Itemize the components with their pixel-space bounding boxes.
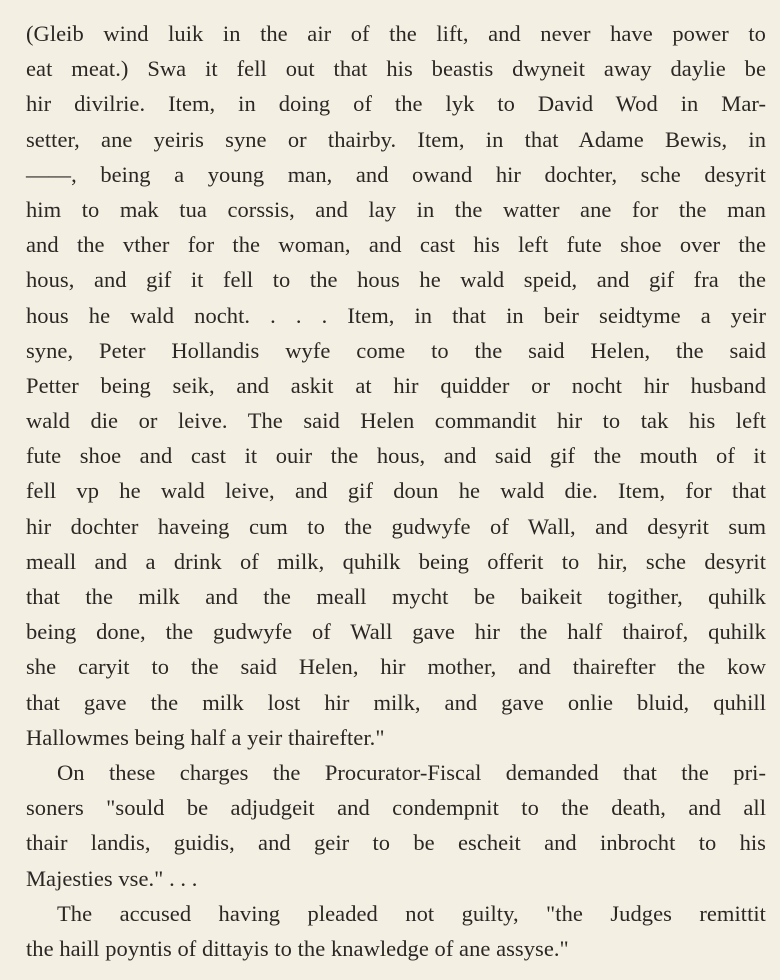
text-line: and the vther for the woman, and cast his left fute shoe over the xyxy=(26,232,766,258)
text-line: fute shoe and cast it ouir the hous, and said gif the mouth of it xyxy=(26,443,766,469)
text-line: she caryit to the said Helen, hir mother, and thairefter the kow xyxy=(26,654,766,680)
text-line: that the milk and the meall mycht be baikeit togither, quhilk xyxy=(26,584,766,609)
text-line: that gave the milk lost hir milk, and gave onlie bluid, quhill xyxy=(26,689,766,715)
text-line: syne, Peter Hollandis wyfe come to the said Helen, the said xyxy=(26,337,766,363)
text-line: hous he wald nocht. . . . Item, in that in beir seidtyme a yeir xyxy=(26,302,766,328)
text-line: him to mak tua corssis, and lay in the watter ane for the man xyxy=(26,196,766,222)
text-line: the haill poyntis of dittayis to the knawledge of ane assyse." xyxy=(26,935,569,961)
page-text xyxy=(26,16,766,966)
text-line: being done, the gudwyfe of Wall gave hir the half thairof, quhilk xyxy=(26,619,766,645)
paragraph-3 xyxy=(26,896,766,966)
text-line: Majesties vse." . . . xyxy=(26,865,198,891)
text-line: ——, being a young man, and owand hir dochter, sche desyrit xyxy=(26,161,766,187)
text-line: setter, ane yeiris syne or thairby. Item, in that Adame Bewis, in xyxy=(26,126,766,152)
text-line: hous, and gif it fell to the hous he wald speid, and gif fra the xyxy=(26,267,766,293)
paragraph-1 xyxy=(26,16,766,755)
text-line: Hallowmes being half a yeir thairefter." xyxy=(26,724,385,750)
text-line: thair landis, guidis, and geir to be escheit and inbrocht to his xyxy=(26,830,766,856)
text-line: wald die or leive. The said Helen commandit hir to tak his left xyxy=(26,408,766,434)
text-line: soners "sould be adjudgeit and condempnit to the death, and all xyxy=(26,795,766,821)
text-line: hir divilrie. Item, in doing of the lyk to David Wod in Mar- xyxy=(26,91,766,117)
paragraph-2 xyxy=(26,755,766,896)
text-line: fell vp he wald leive, and gif doun he wald die. Item, for that xyxy=(26,478,766,504)
text-line: (Gleib wind luik in the air of the lift, and never have power to xyxy=(26,21,766,46)
text-line: hir dochter haveing cum to the gudwyfe of Wall, and desyrit sum xyxy=(26,513,766,539)
text-line: The accused having pleaded not guilty, "the Judges remittit xyxy=(57,900,766,926)
text-line: eat meat.) Swa it fell out that his beastis dwyneit away daylie be xyxy=(26,56,766,82)
text-line: Petter being seik, and askit at hir quidder or nocht hir husband xyxy=(26,372,766,398)
text-line: On these charges the Procurator-Fiscal demanded that the pri- xyxy=(57,759,766,785)
text-line: meall and a drink of milk, quhilk being offerit to hir, sche desyrit xyxy=(26,548,766,574)
